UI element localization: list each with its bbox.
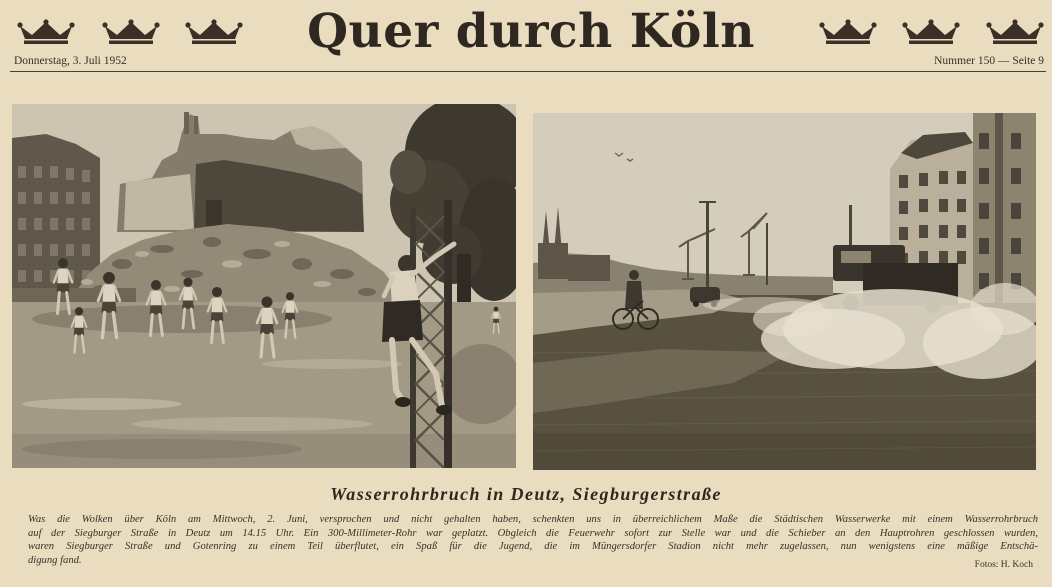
photo-flooded-siegburger-strasse xyxy=(533,113,1036,470)
crown-icon xyxy=(819,19,877,45)
photo-flooded-street-scene xyxy=(533,113,1036,470)
crown-icon xyxy=(17,19,75,45)
issue-date: Donnerstag, 3. Juli 1952 xyxy=(14,55,127,67)
crown-icon xyxy=(102,19,160,45)
tall-building xyxy=(973,113,1036,303)
body-line: digung fand. xyxy=(28,555,82,567)
photo-children-in-floodwater xyxy=(12,104,516,468)
article-body xyxy=(28,513,1038,568)
issue-number: Nummer 150 — Seite 9 xyxy=(934,55,1044,67)
photo-children-flood-scene xyxy=(12,104,516,468)
body-line: waren Siegburger Straße und Gotenring zu einem Teil überflutet, ein Spaß für die Jugend, die im Müngersdorfer Stadion nicht mehr zugelassen, nun wenigstens eine mäßige Entschä- xyxy=(28,541,1038,553)
body-line: auf der Siegburger Straße in Deutz um 14.15 Uhr. Ein 300-Millimeter-Rohr war geplatzt. Obgleich die Feuerwehr sofort zur Stelle war und die Schieber an den Hauptrohren geschlossen wurden, xyxy=(28,527,1038,539)
crown-icon xyxy=(986,19,1044,45)
photo-bottom-shade xyxy=(12,434,516,468)
article-headline: Wasserrohrbruch in Deutz, Siegburgerstraße xyxy=(330,484,722,504)
body-line: Was die Wolken über Köln am Mittwoch, 2. Juni, versprochen und nicht gehalten haben, schenkten uns in überreichlichem Maße die Städtischen Wasserwerke mit einem Wasserrohrbruch xyxy=(28,514,1038,525)
photo-credit: Fotos: H. Koch xyxy=(974,560,1033,570)
crown-icon xyxy=(902,19,960,45)
masthead-rule xyxy=(10,71,1046,72)
crown-icon xyxy=(185,19,243,45)
masthead-title: Quer durch Köln xyxy=(307,4,755,59)
photo-bottom-shade xyxy=(533,433,1036,470)
